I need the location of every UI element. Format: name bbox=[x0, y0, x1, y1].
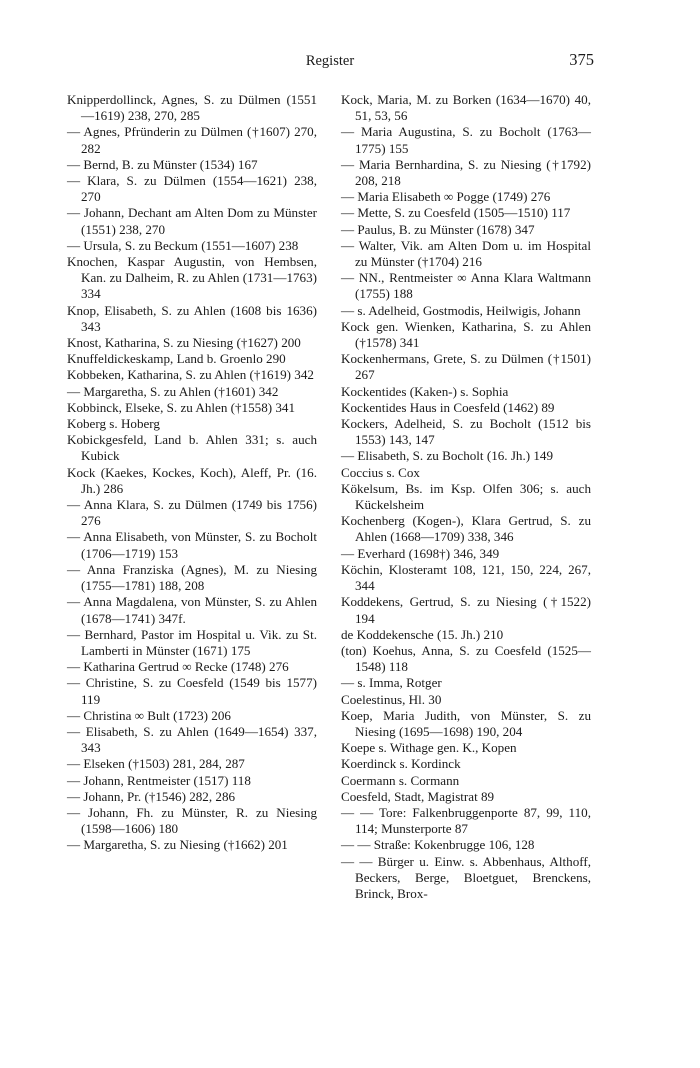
index-entry: — Anna Elisabeth, von Münster, S. zu Bocholt (1706—1719) 153 bbox=[67, 529, 317, 561]
page-header bbox=[66, 50, 594, 72]
index-column-right bbox=[341, 92, 591, 902]
index-entry: Coermann s. Cormann bbox=[341, 772, 460, 788]
index-entry: — Johann, Pr. (†1546) 282, 286 bbox=[67, 788, 236, 804]
index-entry: Kochenberg (Kogen-), Klara Gertrud, S. zu Ahlen (1668—1709) 338, 346 bbox=[341, 513, 591, 545]
index-entry: Kockenhermans, Grete, S. zu Dülmen (†1501) 267 bbox=[341, 351, 591, 383]
index-entry: — Anna Magdalena, von Münster, S. zu Ahlen (1678—1741) 347f. bbox=[67, 594, 317, 626]
index-entry: — — Bürger u. Einw. s. Abbenhaus, Althoff, Beckers, Berge, Bloetguet, Brenckens, Brinck, Brox- bbox=[341, 853, 591, 901]
index-entry: Koerdinck s. Kordinck bbox=[341, 756, 461, 772]
running-title: Register bbox=[305, 53, 355, 69]
index-entry: Kockers, Adelheid, S. zu Bocholt (1512 bis 1553) 143, 147 bbox=[341, 416, 591, 448]
index-entry: — Maria Augustina, S. zu Bocholt (1763—1775) 155 bbox=[341, 124, 591, 156]
index-entry: Coelestinus, Hl. 30 bbox=[341, 691, 442, 707]
index-entry: — Anna Franziska (Agnes), M. zu Niesing (1755—1781) 188, 208 bbox=[67, 561, 317, 594]
index-entry: — — Tore: Falkenbruggenporte 87, 99, 110, 114; Munsterporte 87 bbox=[341, 804, 591, 837]
index-entry: Knop, Elisabeth, S. zu Ahlen (1608 bis 1636) 343 bbox=[67, 302, 317, 334]
index-entry: — s. Imma, Rotger bbox=[341, 675, 442, 691]
index-entry: — Katharina Gertrud ∞ Recke (1748) 276 bbox=[67, 659, 289, 675]
index-entry: — Agnes, Pfründerin zu Dülmen (†1607) 270, 282 bbox=[67, 124, 317, 156]
index-entry: Kock (Kaekes, Kockes, Koch), Aleff, Pr. (16. Jh.) 286 bbox=[67, 464, 317, 496]
index-entry: Kock, Maria, M. zu Borken (1634—1670) 40, 51, 53, 56 bbox=[341, 92, 591, 124]
index-entry: Koddekens, Gertrud, S. zu Niesing (†1522) 194 bbox=[341, 594, 591, 626]
index-entry: (ton) Koehus, Anna, S. zu Coesfeld (1525—1548) 118 bbox=[341, 642, 591, 675]
index-entry: — Elisabeth, S. zu Ahlen (1649—1654) 337, 343 bbox=[67, 723, 317, 756]
index-entry: Koep, Maria Judith, von Münster, S. zu Niesing (1695—1698) 190, 204 bbox=[341, 707, 591, 739]
index-entry: — s. Adelheid, Gostmodis, Heilwigis, Johann bbox=[341, 302, 581, 318]
index-entry: Koberg s. Hoberg bbox=[67, 416, 160, 432]
index-entry: — Christina ∞ Bult (1723) 206 bbox=[67, 707, 231, 723]
index-entry: Coesfeld, Stadt, Magistrat 89 bbox=[341, 788, 495, 804]
index-entry: — Christine, S. zu Coesfeld (1549 bis 1577) 119 bbox=[67, 675, 317, 707]
index-entry: Knochen, Kaspar Augustin, von Hembsen, Kan. zu Dalheim, R. zu Ahlen (1731—1763) 334 bbox=[67, 254, 317, 302]
index-entry: Kobickgesfeld, Land b. Ahlen 331; s. auch Kubick bbox=[67, 432, 317, 464]
index-entry: Kock gen. Wienken, Katharina, S. zu Ahlen (†1578) 341 bbox=[341, 318, 591, 351]
index-entry: — Elisabeth, S. zu Bocholt (16. Jh.) 149 bbox=[341, 448, 554, 464]
index-entry: Kökelsum, Bs. im Ksp. Olfen 306; s. auch Kückelsheim bbox=[341, 480, 591, 513]
index-entry: de Koddekensche (15. Jh.) 210 bbox=[341, 626, 504, 642]
index-entry: — Johann, Dechant am Alten Dom zu Münster (1551) 238, 270 bbox=[67, 205, 317, 237]
index-entry: — Margaretha, S. zu Niesing (†1662) 201 bbox=[67, 837, 288, 853]
index-entry: Kobbinck, Elseke, S. zu Ahlen (†1558) 341 bbox=[67, 399, 296, 415]
index-entry: — Johann, Fh. zu Münster, R. zu Niesing (1598—1606) 180 bbox=[67, 804, 317, 837]
index-entry: — Johann, Rentmeister (1517) 118 bbox=[67, 772, 251, 788]
index-entry: — Bernd, B. zu Münster (1534) 167 bbox=[67, 156, 258, 172]
index-entry: Koepe s. Withage gen. K., Kopen bbox=[341, 740, 517, 756]
index-entry: Coccius s. Cox bbox=[341, 464, 420, 480]
index-entry: Knost, Katharina, S. zu Niesing (†1627) 200 bbox=[67, 335, 301, 351]
page-number: 375 bbox=[569, 50, 594, 69]
index-entry: — Margaretha, S. zu Ahlen (†1601) 342 bbox=[67, 383, 279, 399]
index-entry: Kockentides Haus in Coesfeld (1462) 89 bbox=[341, 399, 555, 415]
index-entry: Kockentides (Kaken-) s. Sophia bbox=[341, 383, 509, 399]
index-entry: — — Straße: Kokenbrugge 106, 128 bbox=[341, 837, 535, 853]
index-entry: — Anna Klara, S. zu Dülmen (1749 bis 1756) 276 bbox=[67, 497, 317, 529]
index-entry: — Mette, S. zu Coesfeld (1505—1510) 117 bbox=[341, 205, 571, 221]
index-entry: — NN., Rentmeister ∞ Anna Klara Waltmann (1755) 188 bbox=[341, 270, 591, 302]
index-entry: — Maria Bernhardina, S. zu Niesing (†1792) 208, 218 bbox=[341, 156, 591, 189]
index-entry: — Everhard (1698†) 346, 349 bbox=[341, 545, 500, 561]
index-entry: — Maria Elisabeth ∞ Pogge (1749) 276 bbox=[341, 189, 551, 205]
index-entry: — Ursula, S. zu Beckum (1551—1607) 238 bbox=[67, 237, 299, 253]
index-entry: Knuffeldickeskamp, Land b. Groenlo 290 bbox=[67, 351, 286, 367]
index-column-left bbox=[67, 92, 317, 854]
index-entry: Knipperdollinck, Agnes, S. zu Dülmen (1551—1619) 238, 270, 285 bbox=[67, 92, 317, 124]
index-entry: — Walter, Vik. am Alten Dom u. im Hospital zu Münster (†1704) 216 bbox=[341, 237, 591, 270]
index-entry: Kobbeken, Katharina, S. zu Ahlen (†1619) 342 bbox=[67, 367, 314, 383]
index-entry: — Bernhard, Pastor im Hospital u. Vik. zu St. Lamberti in Münster (1671) 175 bbox=[67, 626, 317, 658]
index-entry: — Elseken (†1503) 281, 284, 287 bbox=[67, 756, 245, 772]
index-entry: Köchin, Klosteramt 108, 121, 150, 224, 267, 344 bbox=[341, 561, 591, 594]
index-entry: — Klara, S. zu Dülmen (1554—1621) 238, 270 bbox=[67, 173, 317, 205]
index-entry: — Paulus, B. zu Münster (1678) 347 bbox=[341, 221, 535, 237]
